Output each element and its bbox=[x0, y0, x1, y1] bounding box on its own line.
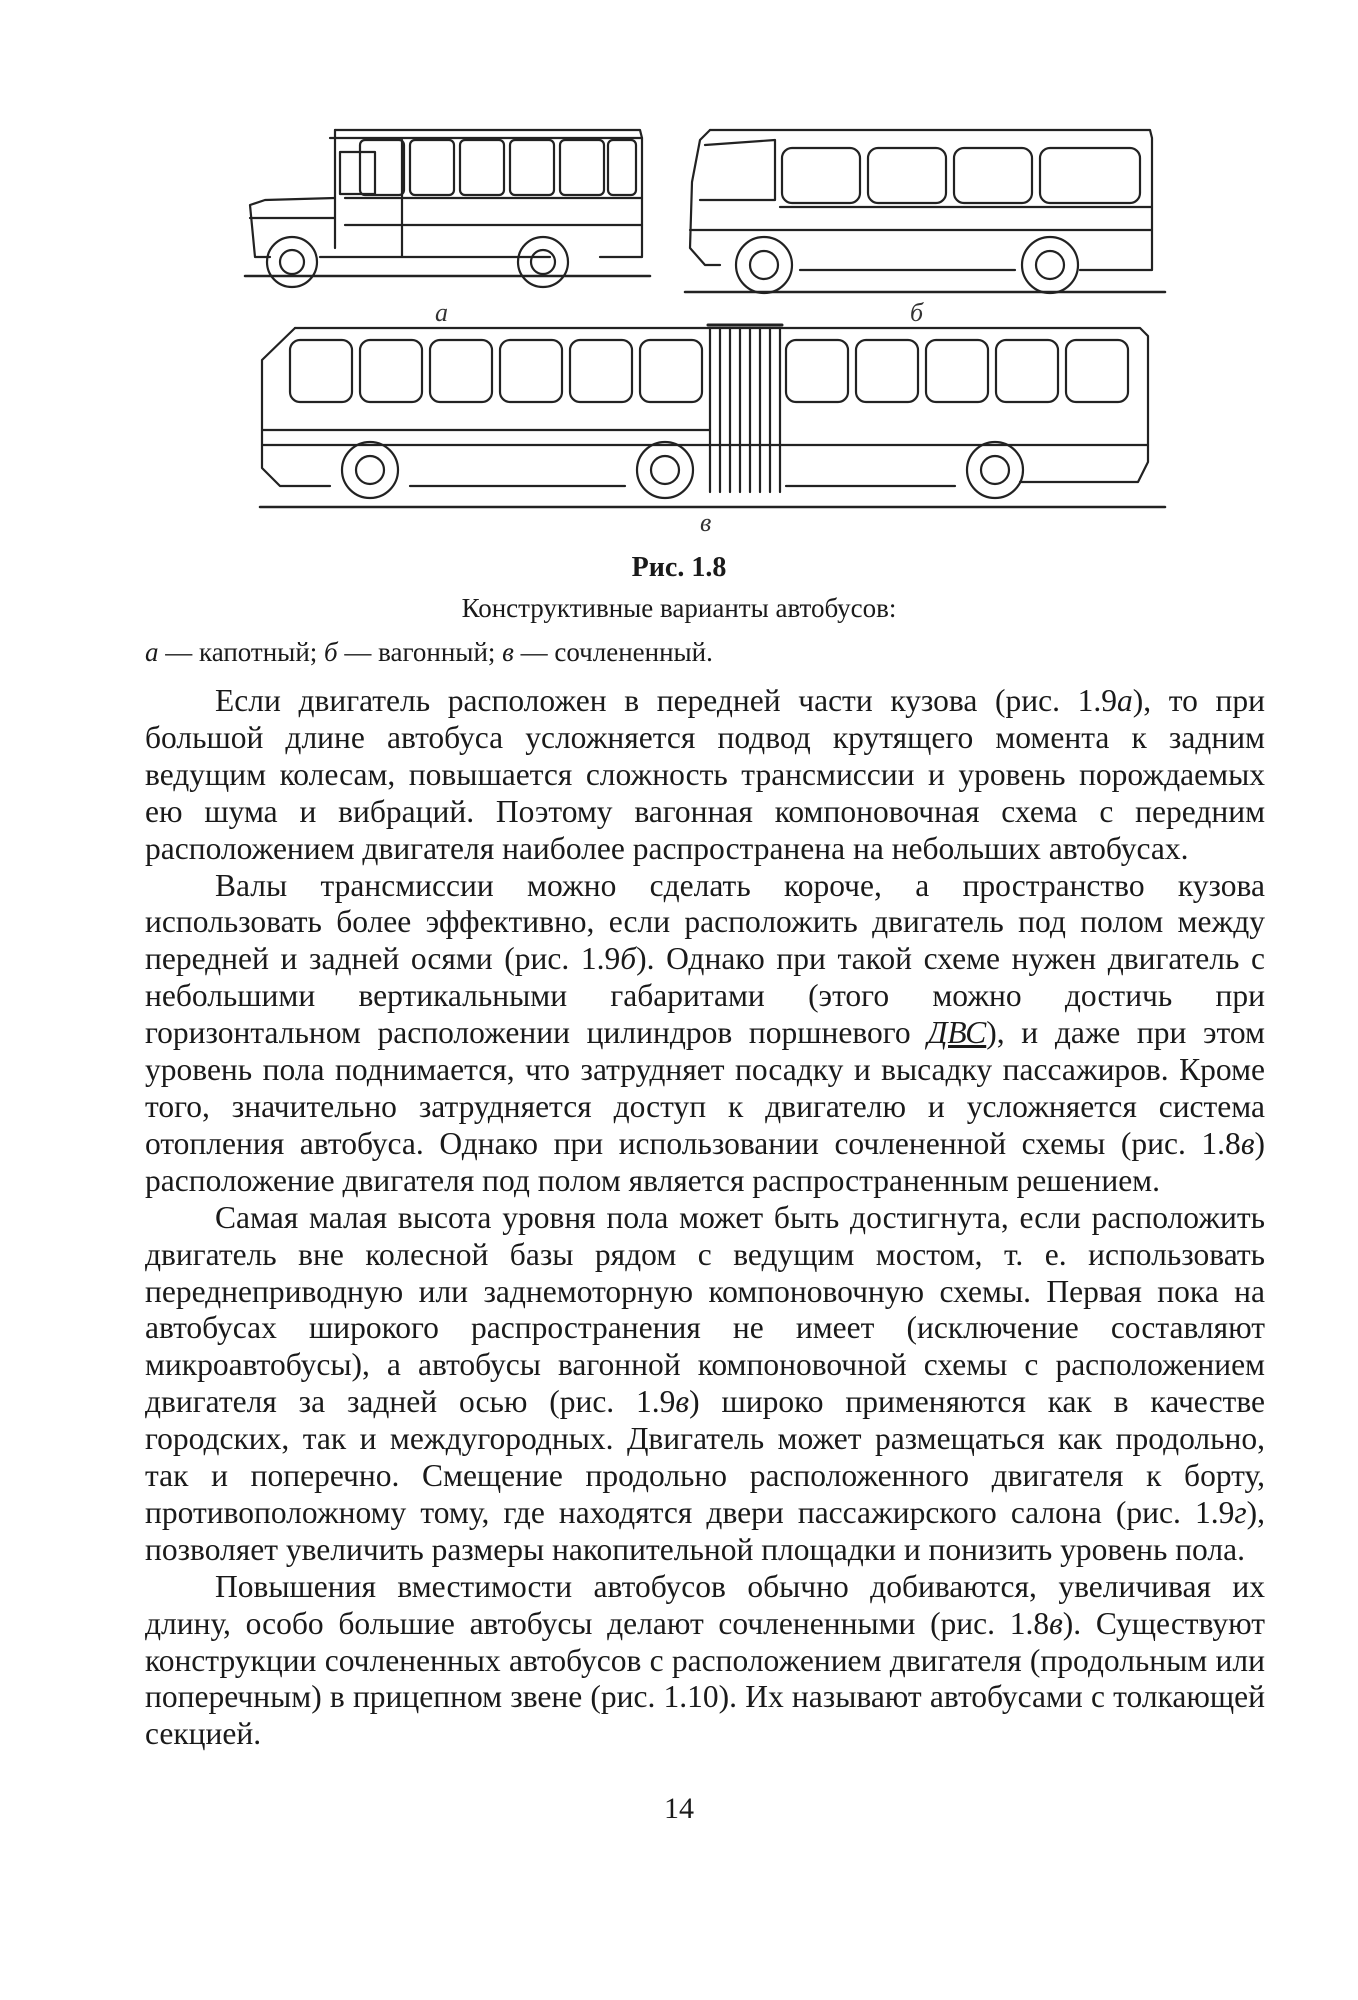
legend-key-b: б bbox=[324, 637, 338, 667]
paragraph-2 bbox=[145, 868, 1265, 1200]
text-run: в bbox=[1240, 1125, 1255, 1161]
figure-label-v: в bbox=[700, 508, 712, 537]
legend-text-a: — капотный; bbox=[158, 637, 325, 667]
text-run: ) широко применяются как в качестве городских, так и междугородных. Двигатель может размещаться как продольно, так и поперечно. Смещение продольно расположенного двигателя к борту, противоположному тому, где находятся двери пассажирского салона (рис. 1.9 bbox=[145, 1384, 1265, 1530]
text-run: а bbox=[1117, 683, 1133, 718]
text-run: Повышения вместимости автобусов обычно добиваются, увеличивая их длину, особо большие автобусы делают сочлененными (рис. 1.8 bbox=[145, 1568, 1265, 1641]
page-number: 14 bbox=[664, 1792, 694, 1825]
body-text bbox=[145, 683, 1265, 1753]
text-run: ). Однако при такой схеме нужен двигатель с небольшими вертикальными габаритами (этого можно достичь при горизонтальном расположении цилиндров поршневого bbox=[145, 941, 1266, 1051]
figure-label-a: а bbox=[435, 298, 448, 327]
text-run: в bbox=[1049, 1605, 1063, 1641]
van-bus-drawing bbox=[685, 130, 1165, 293]
legend-text-b: — вагонный; bbox=[337, 637, 503, 667]
articulated-bus-drawing bbox=[260, 325, 1165, 507]
text-run: ). Существуют конструкции сочлененных автобусов с расположением двигателя (продольным или поперечным) в прицепном звене (рис. 1.10). Их называют автобусами с толкающей секцией. bbox=[145, 1605, 1266, 1752]
legend-text-v: — сочлененный. bbox=[513, 637, 713, 667]
paragraph-1 bbox=[145, 683, 1265, 868]
text-run: г bbox=[1234, 1494, 1247, 1530]
text-run: б bbox=[620, 941, 637, 977]
legend-key-v: в bbox=[502, 637, 514, 667]
text-run: Валы трансмиссии можно сделать короче, а пространство кузова использовать более эффективно, если расположить двигатель под полом между передней и задней осями (рис. 1.9 bbox=[145, 867, 1265, 977]
figure-1-8 bbox=[0, 0, 1358, 560]
bus-drawings bbox=[0, 0, 1358, 540]
paragraph-4 bbox=[145, 1569, 1265, 1754]
text-run: ) расположение двигателя под полом является распространенным решением. bbox=[145, 1125, 1265, 1198]
paragraph-3 bbox=[145, 1200, 1265, 1569]
text-run: ), позволяет увеличить размеры накопительной площадки и понизить уровень пола. bbox=[145, 1494, 1265, 1567]
text-run: ), то при большой длине автобуса усложняется подвод крутящего момента к задним ведущим колесам, повышается сложность трансмиссии и уровень порождаемых ею шума и вибраций. Поэтому вагонная компоновочная схема с передним расположением двигателя наиболее распространена на небольших автобусах. bbox=[145, 683, 1265, 866]
text-run: ), и даже при этом уровень пола поднимается, что затрудняет посадку и высадку пассажиров. Кроме того, значительно затрудняется доступ к двигателю и усложняется система отопления автобуса. Однако при использовании сочлененной схемы (рис. 1.8 bbox=[145, 1015, 1265, 1161]
text-run: Если двигатель расположен в передней части кузова (рис. 1.9 bbox=[215, 683, 1118, 718]
text-run: ДВС bbox=[927, 1015, 987, 1051]
legend-key-a: а bbox=[145, 637, 159, 667]
text-run: в bbox=[675, 1384, 690, 1420]
figure-caption-title: Рис. 1.8 bbox=[631, 552, 727, 583]
hooded-bus-drawing bbox=[245, 130, 650, 287]
text-run: Самая малая высота уровня пола может быть достигнута, если расположить двигатель вне колесной базы рядом с ведущим мостом, т. е. использовать переднеприводную или заднемоторную компоновочную схемы. Первая пока на автобусах широкого распространения не имеет (исключение составляют микроавтобусы), а автобусы вагонной компоновочной схемы с расположением двигателя за задней осью (рис. 1.9 bbox=[145, 1199, 1265, 1420]
figure-caption-legend bbox=[145, 637, 713, 668]
figure-caption-subtitle: Конструктивные варианты автобусов: bbox=[461, 593, 897, 623]
figure-label-b: б bbox=[910, 298, 924, 327]
